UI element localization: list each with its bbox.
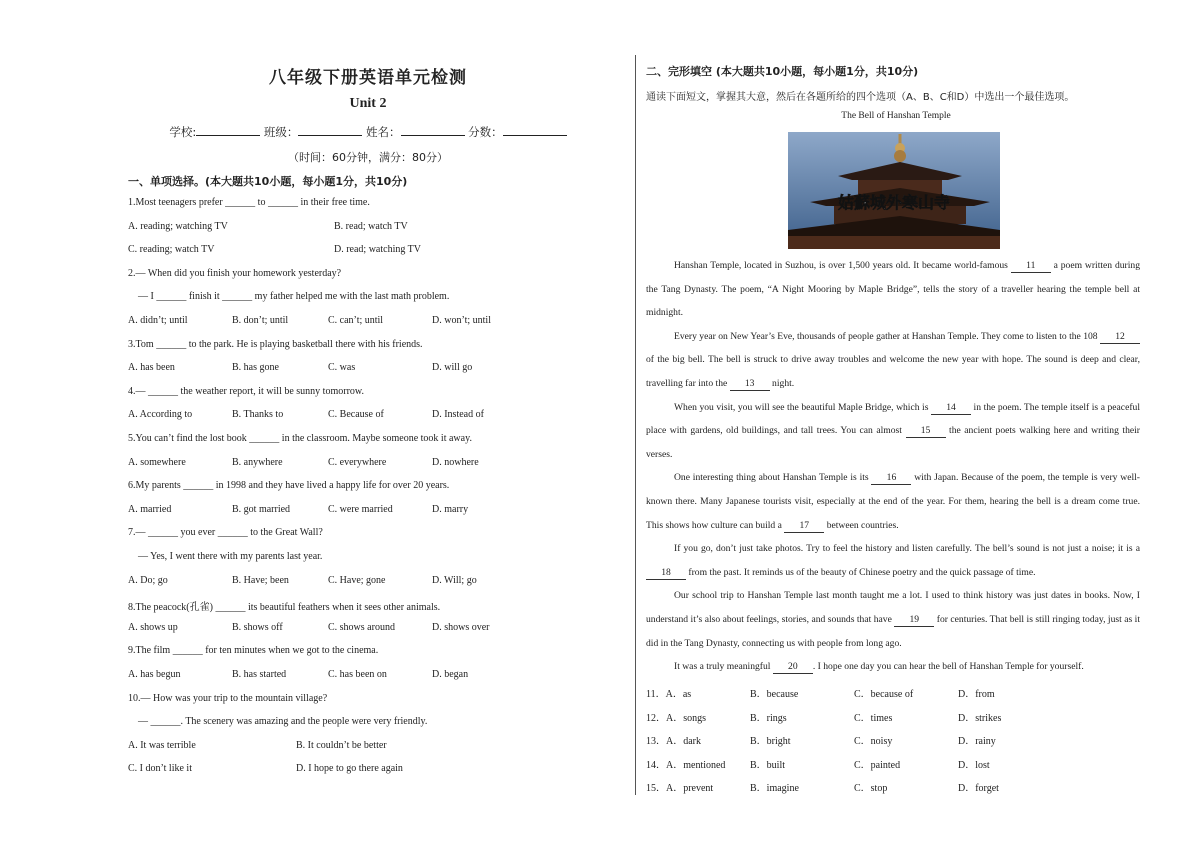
question-4-option[interactable]: A. According to	[128, 409, 193, 421]
question-3-option[interactable]: A. has been	[128, 362, 175, 374]
question-2-option[interactable]: A. didn’t; until	[128, 315, 188, 326]
question-9-text: 9.The film ______ for ten minutes when we got to the cinema.	[128, 645, 379, 657]
cloze-option-text: A．as	[665, 689, 692, 700]
question-9-option[interactable]: C. has been on	[328, 669, 387, 680]
cloze-15-option[interactable]	[854, 779, 887, 794]
photo-caption-text: 姑蘇城外寒山寺	[837, 193, 951, 212]
blank-13[interactable]: 13	[730, 378, 770, 391]
passage-text: with Japan. Because of the poem, the temple is very well-known there. Many Japanese tourists visit, especially at the end of the year. For them, hearing the bell is a dream come true. This shows how culture can build a	[646, 472, 1140, 531]
passage-text: from the past. It reminds us of the beauty of Chinese poetry and the quick passage of time.	[686, 566, 1036, 578]
question-7-option[interactable]: D. Will; go	[432, 574, 477, 586]
question-1-option[interactable]: C. reading; watch TV	[128, 244, 215, 256]
cloze-11-option[interactable]	[646, 685, 691, 700]
question-2-text: 2.— When did you finish your homework yesterday?	[128, 267, 342, 279]
question-6-option[interactable]: B. got married	[232, 503, 291, 515]
passage-text: When you visit, you will see the beautiful Maple Bridge, which is	[674, 401, 932, 413]
cloze-15-option[interactable]	[646, 779, 713, 794]
question-1-text: 1.Most teenagers prefer ______ to ______ in their free time.	[128, 197, 370, 208]
blank-19[interactable]: 19	[894, 614, 934, 627]
question-8-option[interactable]: C. shows around	[328, 621, 395, 633]
question-10-text: — ______. The scenery was amazing and the people were very friendly.	[138, 716, 428, 728]
question-3-option[interactable]: C. was	[328, 362, 356, 374]
cloze-number: 13．	[646, 736, 666, 747]
blank-12[interactable]: 12	[1100, 331, 1140, 344]
cloze-13-option[interactable]	[750, 732, 791, 747]
passage-text: in the poem. The temple itself is a peaceful place with gardens, old buildings, and tall trees. You can almost	[646, 401, 1140, 437]
passage-text: for centuries. That bell is still ringing today, just as it did in the Tang Dynasty, connecting us with people from long ago.	[646, 613, 1141, 649]
cloze-14-option[interactable]	[958, 756, 990, 771]
question-6-option[interactable]: D. marry	[432, 503, 469, 515]
question-4-option[interactable]: D. Instead of	[432, 409, 484, 421]
section1-heading: 一、单项选择。(本大题共10小题，每小题1分，共10分)	[128, 175, 408, 188]
question-2-text: — I ______ finish it ______ my father helped me with the last math problem.	[138, 291, 450, 303]
blank-16[interactable]: 16	[871, 472, 911, 485]
question-2-option[interactable]: B. don’t; until	[232, 315, 289, 326]
question-6-option[interactable]: C. were married	[328, 503, 393, 515]
class-label: 班级：	[263, 125, 299, 139]
cloze-option-text: D．rainy	[958, 736, 996, 747]
question-8-option[interactable]: D. shows over	[432, 621, 490, 633]
question-4-text: 4.— ______ the weather report, it will be sunny tomorrow.	[128, 385, 364, 397]
passage-paragraph	[646, 466, 1140, 537]
time-note: （时间：60分钟，满分：80分）	[288, 151, 448, 164]
passage-paragraph	[646, 537, 1140, 584]
cloze-option-text: B．because	[750, 689, 799, 700]
cloze-option-text: B．bright	[750, 736, 791, 747]
class-field[interactable]	[298, 125, 362, 136]
blank-15[interactable]: 15	[906, 425, 946, 438]
cloze-number: 12．	[646, 712, 666, 724]
question-4-option[interactable]: C. Because of	[328, 409, 384, 421]
passage-paragraph	[646, 655, 1140, 679]
cloze-option-text: C．painted	[854, 759, 901, 771]
passage-title: The Bell of Hanshan Temple	[841, 111, 951, 121]
cloze-option-text: C．times	[854, 712, 893, 724]
passage-text: Our school trip to Hanshan Temple last month taught me a lot. I used to think history was just dates in books. Now, I understand it’s also about feelings, stories, and sounds that have	[646, 590, 1140, 625]
question-8-option[interactable]: B. shows off	[232, 621, 283, 633]
unit-subtitle: Unit 2	[349, 96, 387, 111]
cloze-option-text: A．prevent	[666, 783, 714, 794]
student-info-line	[128, 124, 608, 140]
cloze-option-text: B．imagine	[750, 783, 799, 794]
score-field[interactable]	[503, 125, 567, 136]
section2-instruction: 通读下面短文，掌握其大意，然后在各题所给的四个选项（A、B、C和D）中选出一个最佳选项。	[646, 92, 1075, 103]
right-column	[646, 0, 1146, 849]
question-7-text: — Yes, I went there with my parents last year.	[138, 551, 323, 562]
passage-text: the ancient poets walking here and writing their verses.	[646, 425, 1141, 460]
passage-text: of the big bell. The bell is struck to drive away troubles and welcome the new year with hope. The sound is deep and clear, travelling far into the	[646, 354, 1140, 389]
blank-20[interactable]: 20	[773, 661, 813, 674]
cloze-number: 11．	[646, 689, 666, 700]
question-5-option[interactable]: C. everywhere	[328, 456, 387, 468]
cloze-option-text: A．mentioned	[666, 759, 726, 771]
cloze-option-text: B．built	[750, 759, 786, 771]
cloze-15-option[interactable]	[750, 779, 799, 794]
cloze-14-option[interactable]	[646, 756, 725, 771]
question-6-text: 6.My parents ______ in 1998 and they have lived a happy life for over 20 years.	[128, 480, 450, 492]
passage-text: night.	[769, 377, 795, 389]
cloze-11-option[interactable]	[854, 685, 913, 700]
question-2-option[interactable]: C. can’t; until	[328, 315, 384, 326]
cloze-12-option[interactable]	[646, 709, 706, 724]
question-10-option[interactable]: C. I don’t like it	[128, 763, 192, 775]
cloze-13-option[interactable]	[958, 732, 996, 747]
cloze-15-option[interactable]	[958, 779, 999, 794]
cloze-option-text: D．lost	[958, 759, 990, 771]
school-label: 学校:	[169, 125, 197, 139]
cloze-12-option[interactable]	[750, 709, 787, 724]
cloze-option-text: A．songs	[666, 712, 707, 724]
score-label: 分数：	[468, 125, 503, 139]
question-3-option[interactable]: B. has gone	[232, 362, 279, 374]
question-2-option[interactable]: D. won’t; until	[432, 315, 491, 326]
cloze-option-text: B．rings	[750, 712, 787, 724]
question-3-text: 3.Tom ______ to the park. He is playing basketball there with his friends.	[128, 338, 423, 350]
question-7-option[interactable]: A. Do; go	[128, 574, 168, 586]
question-4-option[interactable]: B. Thanks to	[232, 409, 284, 421]
question-10-option[interactable]: B. It couldn’t be better	[296, 739, 387, 751]
blank-14[interactable]: 14	[931, 402, 971, 415]
passage-text: It was a truly meaningful	[674, 661, 773, 673]
passage-paragraph	[646, 325, 1140, 396]
page-title: 八年级下册英语单元检测	[269, 68, 467, 88]
question-7-text: 7.— ______ you ever ______ to the Great Wall?	[128, 527, 323, 539]
question-5-text: 5.You can’t find the lost book ______ in the classroom. Maybe someone took it away.	[128, 433, 472, 444]
blank-11[interactable]: 11	[1011, 260, 1051, 273]
question-10-text: 10.— How was your trip to the mountain village?	[128, 692, 328, 704]
temple-photo	[788, 132, 1000, 249]
cloze-option-text: C．noisy	[854, 736, 893, 747]
cloze-14-option[interactable]	[854, 756, 900, 771]
question-5-option[interactable]: B. anywhere	[232, 456, 283, 468]
name-label: 姓名：	[366, 125, 401, 139]
cloze-number: 14．	[646, 759, 666, 771]
question-7-option[interactable]: C. Have; gone	[328, 574, 386, 586]
cloze-11-option[interactable]	[750, 685, 798, 700]
passage-text: . I hope one day you can hear the bell of Hanshan Temple for yourself.	[812, 661, 1084, 673]
question-9-option[interactable]: D. began	[432, 669, 469, 680]
cloze-option-text: D．strikes	[958, 712, 1002, 724]
question-1-option[interactable]: D. read; watching TV	[334, 244, 422, 256]
column-divider	[635, 55, 636, 795]
cloze-option-text: A．dark	[666, 736, 701, 747]
question-7-option[interactable]: B. Have; been	[232, 574, 289, 586]
cloze-number: 15．	[646, 783, 666, 794]
passage-text: One interesting thing about Hanshan Temple is its	[674, 472, 872, 484]
passage-text: Hanshan Temple, located in Suzhou, is over 1,500 years old. It became world-famous	[674, 260, 1011, 271]
question-10-option[interactable]: D. I hope to go there again	[296, 763, 403, 775]
question-9-option[interactable]: A. has begun	[128, 669, 181, 680]
cloze-passage	[646, 254, 1140, 679]
question-1-option[interactable]: A. reading; watching TV	[128, 220, 228, 232]
passage-paragraph	[646, 254, 1140, 325]
cloze-11-option[interactable]	[958, 685, 995, 700]
cloze-12-option[interactable]	[958, 709, 1001, 724]
cloze-13-option[interactable]	[646, 732, 701, 747]
passage-text: Every year on New Year’s Eve, thousands of people gather at Hanshan Temple. They come to listen to the 108	[674, 330, 1100, 342]
cloze-13-option[interactable]	[854, 732, 892, 747]
question-10-option[interactable]: A. It was terrible	[128, 739, 196, 751]
cloze-option-text: C．stop	[854, 783, 888, 794]
cloze-option-text: D．from	[958, 689, 995, 700]
section2-heading: 二、完形填空 (本大题共10小题，每小题1分，共10分)	[646, 65, 919, 78]
passage-text: between countries.	[824, 519, 899, 531]
school-field[interactable]	[196, 125, 260, 136]
question-5-option[interactable]: A. somewhere	[128, 456, 186, 468]
cloze-option-text: C．because of	[854, 689, 914, 700]
cloze-12-option[interactable]	[854, 709, 892, 724]
passage-text: a poem written during the Tang Dynasty. The poem, “A Night Mooring by Maple Bridge”, tells the story of a traveller hearing the temple bell at midnight.	[646, 260, 1140, 319]
cloze-option-text: D．forget	[958, 783, 999, 794]
cloze-14-option[interactable]	[750, 756, 785, 771]
passage-text: If you go, don’t just take photos. Try to feel the history and listen carefully. The bell’s sound is not just a noise; it is a	[674, 543, 1140, 555]
blank-17[interactable]: 17	[784, 520, 824, 533]
question-1-option[interactable]: B. read; watch TV	[334, 220, 408, 232]
passage-paragraph	[646, 396, 1140, 467]
passage-paragraph	[646, 584, 1140, 655]
question-5-option[interactable]: D. nowhere	[432, 456, 479, 468]
blank-18[interactable]: 18	[646, 567, 686, 580]
left-column	[128, 0, 608, 849]
question-8-text: 8.The peacock(孔雀) ______ its beautiful feathers when it sees other animals.	[128, 602, 441, 614]
name-field[interactable]	[401, 125, 465, 136]
question-6-option[interactable]: A. married	[128, 503, 172, 515]
question-3-option[interactable]: D. will go	[432, 362, 473, 374]
question-8-option[interactable]: A. shows up	[128, 621, 178, 633]
question-9-option[interactable]: B. has started	[232, 669, 287, 680]
